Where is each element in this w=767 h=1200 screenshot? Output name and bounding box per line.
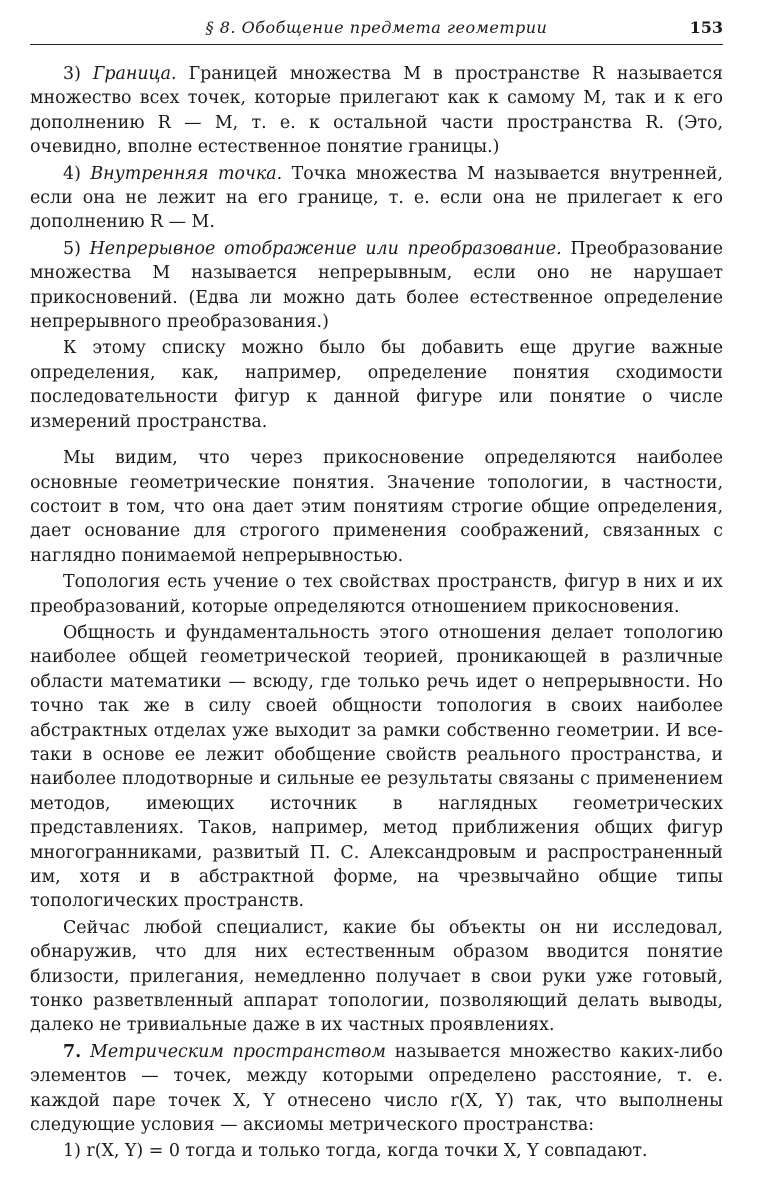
paragraph-continuous-map	[30, 237, 723, 335]
paragraph-text: К этому списку можно было бы добавить еще другие важные определения, как, например, определение понятия сходимости последовательности фигур к данной фигуре или понятие о числе измерений пространства.	[30, 338, 723, 432]
paragraph-boundary	[30, 62, 723, 160]
paragraph-axiom-1	[30, 1139, 723, 1163]
paragraph-text: Топология есть учение о тех свойствах пространств, фигур в них и их преобразований, которые определяются отношением прикосновения.	[30, 572, 723, 617]
item-number: 4)	[63, 163, 81, 184]
paragraph-text: Преобразование множества M называется непрерывным, если оно не нарушает прикосновений. (Едва ли можно дать более естественное определение непрерывного преобразования.)	[30, 238, 724, 333]
paragraph-topology-generality	[30, 621, 723, 914]
paragraph-text: Сейчас любой специалист, какие бы объекты он ни исследовал, обнаружив, что для них естественным образом вводится понятие близости, прилегания, немедленно получает в свои руки уже готовый, тонко разветвленный аппарат топологии, позволяющий делать выводы, далеко не тривиальные даже в их частных проявлениях.	[30, 917, 723, 1036]
paragraph-contact-concepts	[30, 446, 723, 568]
axiom-number: 1)	[63, 1141, 81, 1162]
paragraph-text: r(X, Y) = 0 тогда и только тогда, когда точки X, Y совпадают.	[86, 1141, 648, 1162]
term-metric-space: Метрическим пространством	[90, 1041, 386, 1062]
paragraph-text: Мы видим, что через прикосновение определяются наиболее основные геометрические понятия. Значение топологии, в частности, состоит в том, что она дает этим понятиям строгие общие определения, дает основание для строгого применения соображений, связанных с наглядно понимаемой непрерывностью.	[30, 448, 723, 566]
paragraph-text: Точка множества M называется внутренней, если она не лежит на его границе, т. е. если она не прилегает к его дополнению R — M.	[30, 163, 723, 233]
paragraph-text: Границей множества M в пространстве R называется множество всех точек, которые прилегают как к самому M, так и к его дополнению R — M, т. е. к остальной части пространства R. (Это, очевидно, вполне естественное понятие границы.)	[30, 64, 724, 158]
item-number: 3)	[63, 64, 81, 84]
section-number: 7.	[63, 1041, 82, 1062]
item-number: 5)	[63, 238, 81, 259]
body-text	[30, 62, 723, 1166]
page-number: 153	[689, 18, 723, 37]
paragraph-text: называется множество каких-либо элементов — точек, между которыми определено расстояние, т. е. каждой паре точек X, Y отнесено число r(X, Y) так, что выполнены следующие условия — аксиомы метрического пространства:	[30, 1041, 723, 1136]
term-continuous-map: Непрерывное отображение или преобразование.	[89, 238, 562, 259]
paragraph-metric-space	[30, 1040, 723, 1138]
paragraph-list-addition	[30, 336, 723, 434]
paragraph-interior-point	[30, 162, 723, 235]
running-head	[30, 18, 723, 45]
paragraph-topology-definition	[30, 570, 723, 619]
term-boundary: Граница.	[92, 64, 177, 84]
paragraph-specialist	[30, 916, 723, 1038]
term-interior-point: Внутренняя точка.	[90, 163, 283, 184]
section-title: § 8. Обобщение предмета геометрии	[205, 18, 548, 37]
paragraph-text: Общность и фундаментальность этого отношения делает топологию наиболее общей геометрической теорией, проникающей в различные области математики — всюду, где только речь идет о непрерывности. Но точно так же в силу своей общности топология в своих наиболее абстрактных отделах уже выходит за рамки собственно геометрии. И все-таки в основе ее лежит обобщение свойств реального пространства, и наиболее плодотворные и сильные ее результаты связаны с применением методов, имеющих источник в наглядных геометрических представлениях. Таков, например, метод приближения общих фигур многогранниками, развитый П. С. Александровым и распространенный им, хотя и в абстрактной форме, на чрезвычайно общие типы топологических пространств.	[30, 622, 723, 912]
